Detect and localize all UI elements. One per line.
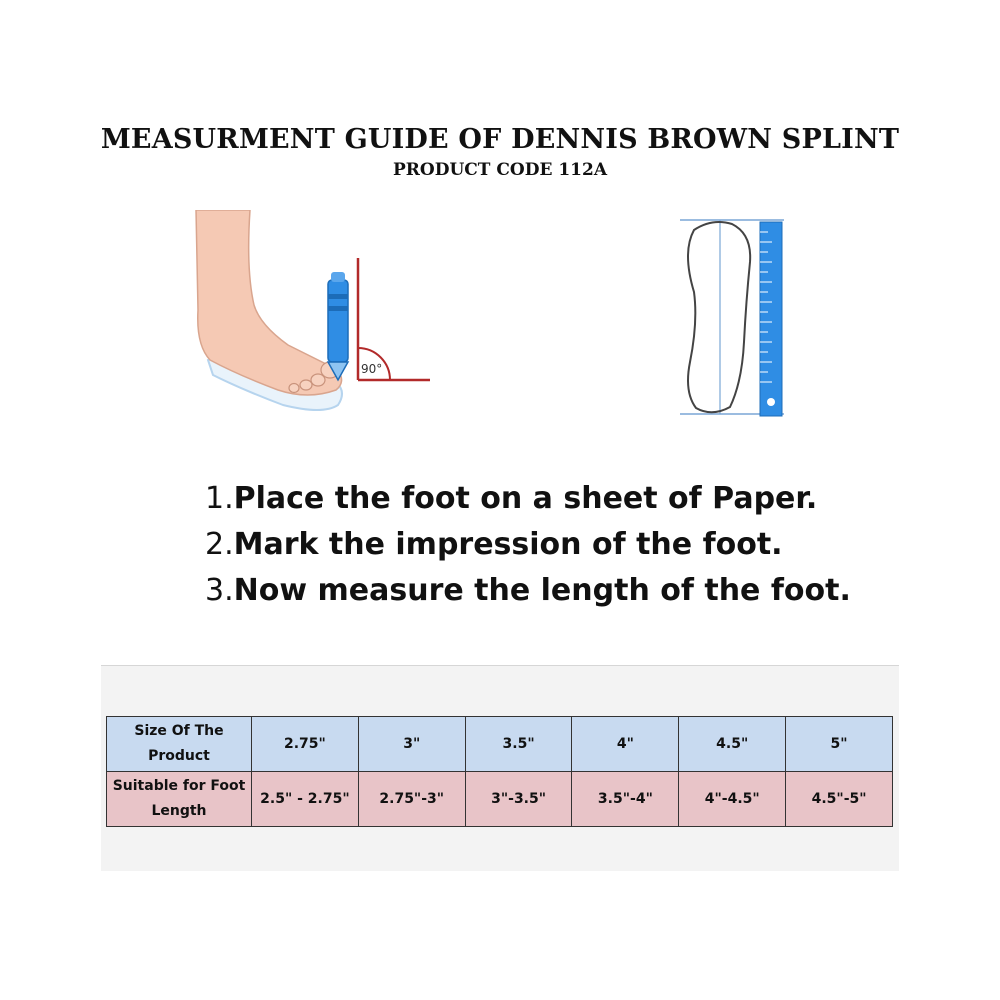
step-text: Mark the impression of the foot.: [233, 527, 783, 562]
instruction-step-2: [205, 522, 925, 568]
size-header-cell: Size Of The Product: [107, 717, 252, 772]
instruction-step-1: [205, 476, 925, 522]
size-chart-table: [106, 716, 893, 827]
step-text: Now measure the length of the foot.: [233, 573, 851, 608]
footprint-outline-icon: [688, 222, 750, 412]
size-cell: 3.5": [465, 717, 572, 772]
ruler-icon: [760, 222, 782, 416]
foot-outline-ruler-illustration: [672, 212, 797, 424]
foot-length-cell: 4"-4.5": [679, 772, 786, 827]
step-number: 1.: [205, 481, 234, 516]
foot-tracing-illustration: [188, 210, 438, 420]
step-number: 2.: [205, 527, 234, 562]
step-text: Place the foot on a sheet of Paper.: [233, 481, 818, 516]
table-row-sizes: [107, 717, 893, 772]
product-code: PRODUCT CODE 112A: [392, 160, 608, 180]
table-row-foot-lengths: [107, 772, 893, 827]
pencil-icon: [328, 272, 348, 380]
size-cell: 4.5": [679, 717, 786, 772]
right-angle-icon: [358, 258, 430, 380]
foot-length-cell: 4.5"-5": [786, 772, 893, 827]
step-number: 3.: [205, 573, 234, 608]
size-cell: 3": [358, 717, 465, 772]
foot-length-cell: 2.75"-3": [358, 772, 465, 827]
instruction-step-3: [205, 568, 925, 614]
page-title: MEASURMENT GUIDE OF DENNIS BROWN SPLINT: [100, 124, 900, 155]
foot-length-cell: 3.5"-4": [572, 772, 679, 827]
angle-label: 90°: [361, 362, 383, 376]
foot-length-cell: 3"-3.5": [465, 772, 572, 827]
instructions-list: [205, 476, 925, 614]
size-cell: 2.75": [252, 717, 359, 772]
size-cell: 5": [786, 717, 893, 772]
foot-length-header-cell: Suitable for Foot Length: [107, 772, 252, 827]
foot-length-cell: 2.5" - 2.75": [252, 772, 359, 827]
size-cell: 4": [572, 717, 679, 772]
